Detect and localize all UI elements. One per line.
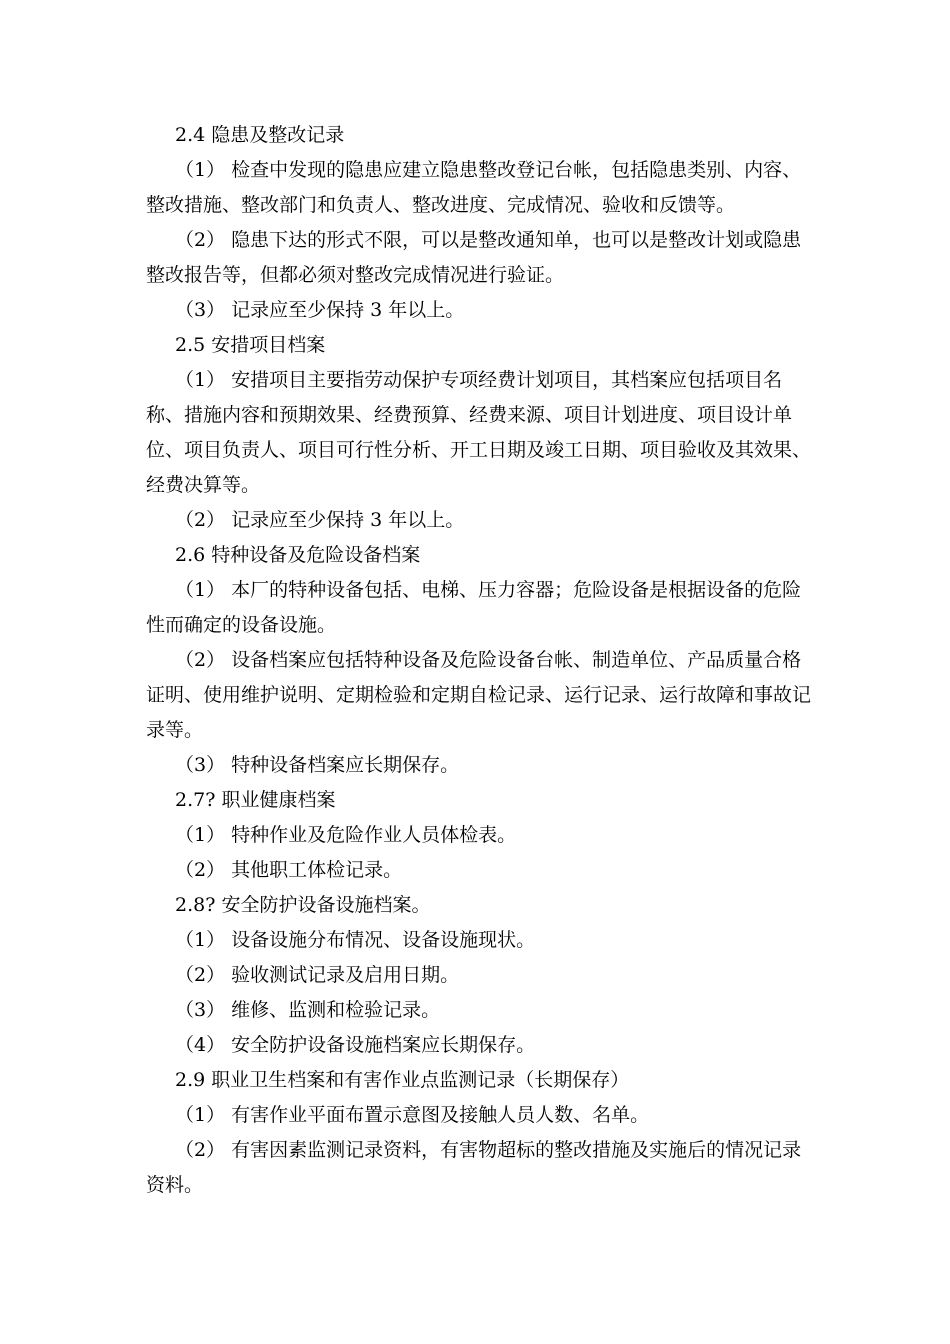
section-heading-2-7: 2.7? 职业健康档案 (175, 789, 336, 811)
paragraph-item: （2） 设备档案应包括特种设备及危险设备台帐、制造单位、产品质量合格证明、使用维护说明、定期检验和定期自检记录、运行记录、运行故障和事故记录等。 (146, 649, 812, 741)
paragraph-item: （2） 隐患下达的形式不限，可以是整改通知单，也可以是整改计划或隐患整改报告等，但都必须对整改完成情况进行验证。 (146, 229, 802, 286)
paragraph-item: （1） 检查中发现的隐患应建立隐患整改登记台帐，包括隐患类别、内容、整改措施、整改部门和负责人、整改进度、完成情况、验收和反馈等。 (146, 159, 802, 216)
paragraph-item: （4） 安全防护设备设施档案应长期保存。 (175, 1034, 536, 1056)
paragraph-item: （2） 记录应至少保持 3 年以上。 (175, 509, 465, 531)
section-heading-2-8: 2.8? 安全防护设备设施档案。 (175, 894, 431, 916)
document-body (146, 118, 814, 1203)
paragraph-item: （2） 验收测试记录及启用日期。 (175, 964, 460, 986)
paragraph-item: （1） 安措项目主要指劳动保护专项经费计划项目，其档案应包括项目名称、措施内容和预期效果、经费预算、经费来源、项目计划进度、项目设计单位、项目负责人、项目可行性分析、开工日期及竣工日期、项目验收及其效果、经费决算等。 (146, 369, 812, 496)
paragraph-item: （1） 设备设施分布情况、设备设施现状。 (175, 929, 536, 951)
paragraph-item: （3） 特种设备档案应长期保存。 (175, 754, 460, 776)
paragraph-item: （2） 其他职工体检记录。 (175, 859, 403, 881)
paragraph-item: （1） 本厂的特种设备包括、电梯、压力容器；危险设备是根据设备的危险性而确定的设备设施。 (146, 579, 802, 636)
paragraph-item: （3） 维修、监测和检验记录。 (175, 999, 441, 1021)
paragraph-item: （1） 特种作业及危险作业人员体检表。 (175, 824, 517, 846)
section-heading-2-9: 2.9 职业卫生档案和有害作业点监测记录（长期保存） (175, 1069, 630, 1091)
paragraph-item: （1） 有害作业平面布置示意图及接触人员人数、名单。 (175, 1104, 650, 1126)
section-heading-2-5: 2.5 安措项目档案 (175, 334, 326, 356)
paragraph-item: （3） 记录应至少保持 3 年以上。 (175, 299, 465, 321)
section-heading-2-4: 2.4 隐患及整改记录 (175, 124, 345, 146)
section-heading-2-6: 2.6 特种设备及危险设备档案 (175, 544, 421, 566)
paragraph-item: （2） 有害因素监测记录资料，有害物超标的整改措施及实施后的情况记录资料。 (146, 1139, 802, 1196)
